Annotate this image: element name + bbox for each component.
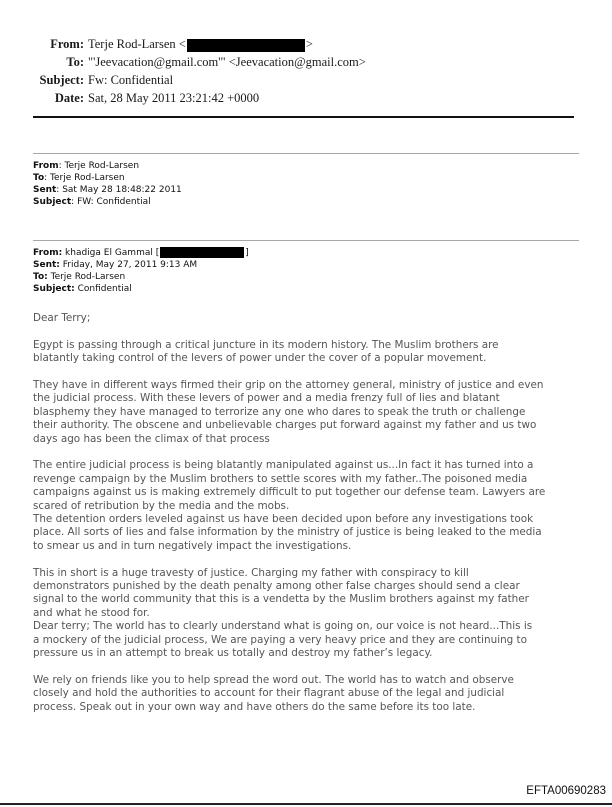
- fwd2-sent-label: Sent:: [33, 260, 60, 270]
- body-line: Egypt is passing through a critical juncture in its modern history. The Muslim brothers are: [33, 338, 499, 351]
- forwarded-header-1: [33, 160, 182, 208]
- fwd2-sent-value: Friday, May 27, 2011 9:13 AM: [59, 260, 198, 270]
- from-close-bracket: >: [305, 37, 313, 51]
- body-line: campaigns against us is making extremely difficult to put together our defense team. Lawyers are: [33, 486, 546, 499]
- forward-divider-1: [33, 153, 579, 154]
- body-line: The detention orders leveled against us have been decided upon before any investigations took: [33, 513, 534, 526]
- outer-to-row: [0, 53, 612, 71]
- fwd2-to-row: [33, 271, 249, 283]
- redaction-bar: [160, 247, 244, 258]
- fwd2-from-label: From:: [33, 248, 63, 258]
- fwd2-to-label: To:: [33, 272, 48, 282]
- fwd1-subject-label: Subject: [33, 197, 72, 207]
- outer-date-row: [0, 89, 612, 107]
- fwd2-subject-label: Subject:: [33, 284, 75, 294]
- body-line: The entire judicial process is being blatantly manipulated against us...In fact it has turned into a: [33, 459, 534, 472]
- body-line: a mockery of the judicial process, We are paying a very heavy price and they are continuing to: [33, 633, 527, 646]
- body-paragraphs: [33, 339, 593, 714]
- body-line: and what he stood for.: [33, 606, 150, 619]
- body-line: scared of retribution by the media and the mobs.: [33, 499, 290, 512]
- fwd2-to-value: Terje Rod-Larsen: [47, 272, 126, 282]
- body-line: closely and hold the authorities to account for their flagrant abuse of the legal and judicial: [33, 687, 505, 700]
- body-line: signal to the world community that this is a vendetta by the Muslim brothers against my father: [33, 593, 529, 606]
- forward-divider-2: [33, 240, 579, 241]
- body-line: revenge campaign by the Muslim brothers to settle scores with my father..The poisoned media: [33, 472, 528, 485]
- fwd1-subject-value: : FW: Confidential: [71, 197, 151, 207]
- body-line: the judicial process. With these levers of power and a media frenzy full of lies and blatant: [33, 392, 500, 405]
- subject-value: Fw: Confidential: [88, 73, 174, 87]
- page-bottom-rule: [0, 803, 612, 805]
- fwd2-from-value: khadiga El Gammal [: [62, 248, 160, 258]
- fwd2-subject-value: Confidential: [74, 284, 132, 294]
- subject-label: Subject:: [39, 73, 84, 87]
- fwd1-to-value: : Terje Rod-Larsen: [44, 173, 125, 183]
- to-label: To:: [66, 55, 84, 69]
- body-paragraph: [33, 379, 593, 446]
- date-value: Sat, 28 May 2011 23:21:42 +0000: [88, 91, 260, 105]
- fwd1-to-row: [33, 172, 182, 184]
- fwd1-sent-label: Sent: [33, 185, 57, 195]
- fwd2-from-close: ]: [245, 248, 249, 258]
- fwd1-sent-value: : Sat May 28 18:48:22 2011: [56, 185, 182, 195]
- body-line: pressure us in an attempt to break us totally and destroy my father’s legacy.: [33, 647, 433, 660]
- message-body: [33, 312, 593, 728]
- outer-from-row: [0, 35, 612, 53]
- fwd1-from-row: [33, 160, 182, 172]
- body-line: Dear terry; The world has to clearly understand what is going on, our voice is not heard...This is: [33, 620, 533, 633]
- body-line: We rely on friends like you to help spread the word out. The world has to watch and observe: [33, 673, 514, 686]
- body-paragraph: [33, 459, 593, 553]
- fwd1-sent-row: [33, 184, 182, 196]
- body-paragraph: [33, 567, 593, 661]
- redaction-bar: [187, 39, 305, 52]
- body-line: days ago has been the climax of that process: [33, 432, 270, 445]
- body-line: They have in different ways firmed their grip on the attorney general, ministry of justice and even: [33, 379, 544, 391]
- outer-email-header: [0, 35, 612, 107]
- outer-subject-row: [0, 71, 612, 89]
- body-paragraph: [33, 674, 593, 714]
- forwarded-header-2: [33, 247, 249, 295]
- body-paragraph: [33, 339, 593, 366]
- fwd2-subject-row: [33, 283, 249, 295]
- body-line: This in short is a huge travesty of justice. Charging my father with conspiracy to kill: [33, 566, 469, 579]
- body-line: process. Speak out in your own way and have others do the same before its too late.: [33, 700, 476, 713]
- fwd1-subject-row: [33, 196, 182, 208]
- body-line: blasphemy they have managed to terrorize any one who dares to speak the truth or challenge: [33, 405, 526, 418]
- body-line: blatantly taking control of the levers of power under the cover of a popular movement.: [33, 352, 487, 365]
- greeting: Dear Terry;: [33, 312, 91, 324]
- body-line: to smear us and in turn negatively impact the investigations.: [33, 539, 352, 552]
- fwd2-from-row: [33, 247, 249, 259]
- body-line: demonstrators punished by the death penalty among other false charges should send a clear: [33, 580, 520, 593]
- document-id: EFTA00690283: [526, 785, 606, 797]
- from-sender: Terje Rod-Larsen <: [88, 37, 186, 51]
- fwd1-from-value: : Terje Rod-Larsen: [58, 161, 140, 171]
- body-line: their authority. The obscene and unbelievable charges put forward against my father and us two: [33, 419, 537, 432]
- header-divider: [33, 116, 574, 118]
- fwd1-to-label: To: [33, 173, 45, 183]
- from-value: [88, 35, 313, 53]
- fwd1-from-label: From: [33, 161, 59, 171]
- date-label: Date:: [54, 91, 84, 105]
- to-value: "'Jeevacation@gmail.com'" <Jeevacation@gmail.com>: [88, 55, 366, 69]
- from-label: From:: [50, 37, 84, 51]
- fwd2-sent-row: [33, 259, 249, 271]
- body-line: place. All sorts of lies and false information by the ministry of justice is being leaked to the media: [33, 526, 542, 539]
